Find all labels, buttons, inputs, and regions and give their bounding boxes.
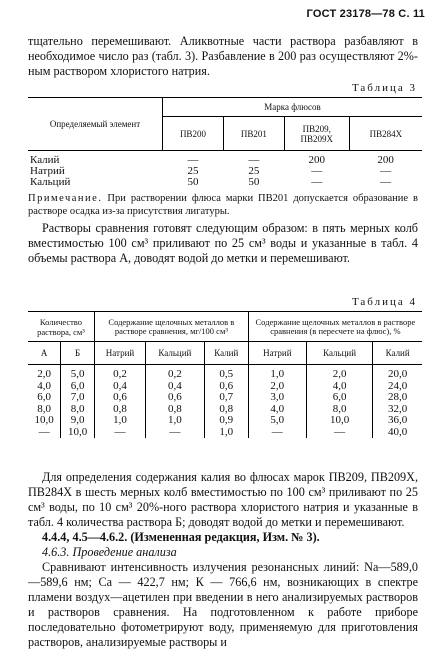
table3-cell: 200 [308, 154, 326, 166]
table4-cell: 0,2 [146, 365, 205, 381]
table4-cell: 0,4 [94, 381, 145, 393]
table4-cell: 24,0 [373, 381, 422, 393]
paragraph-text: Сравнивают интенсивность излучения резонансных линий: Na—589,0—589,6 нм; Са — 422,7 нм; К — 766,6 нм, возникающих в спектре пламени воздух—ацетилен при введении в него анализируемых растворов и растворов сравнения. На подготовленном к работе приборе последовательно фотометрируют воду, применяемую для приготовления растворов, анализируемые растворы и [28, 560, 418, 649]
table4-group1-header: Содержание щелочных металлов в растворе сравнения, мг/100 см³ [94, 312, 248, 342]
table4-cell: 32,0 [373, 404, 422, 416]
table4-cell: 0,8 [204, 404, 248, 416]
table3-cell: — [380, 176, 392, 188]
table-3 [28, 97, 422, 188]
table3-row-name: Калий [30, 154, 60, 166]
table3-cell: 50 [187, 176, 199, 188]
table4-cell: 9,0 [61, 415, 95, 427]
table3-cell: 25 [187, 165, 199, 177]
paragraph-text: Растворы сравнения готовят следующим образом: в пять мерных колб вместимостью 100 см³ приливают по 25 см³ воды и указанные в табл. 4 объемы раствора А, доводят водой до метки и перемешивают. [28, 221, 418, 265]
table4-cell: 4,0 [37, 379, 52, 392]
paragraph-analysis [28, 560, 418, 650]
table4-cell: 10,0 [61, 427, 95, 439]
table4-group2-header: Содержание щелочных металлов в растворе сравнения (в пересчете на флюс), % [248, 312, 422, 342]
table4-cell: 0,7 [204, 392, 248, 404]
paragraph-text: тщательно перемешивают. Аликвотные части раствора разбавляют в необходимое число раз (табл. 3). Разбавление в 200 раз осуществляют 2%-ным раствором хлористого натрия. [28, 34, 418, 78]
table3-row-name: Кальций [30, 176, 71, 188]
table4-cell: 4,0 [248, 404, 306, 416]
table3-cell: — [248, 154, 260, 166]
table4-sub-header: Калий [373, 342, 422, 365]
table4-cell: 28,0 [373, 392, 422, 404]
table4-cell: 0,6 [146, 392, 205, 404]
table4-cell: — [248, 427, 306, 439]
paragraph-amendment [28, 530, 418, 545]
table3-cell: — [187, 154, 199, 166]
table4-body [28, 365, 422, 439]
amendment-text: 4.4.4, 4.5—4.6.2. (Измененная редакция, Изм. № 3). [42, 530, 320, 544]
table4-cell: 0,6 [204, 381, 248, 393]
section-title: 4.6.3. Проведение анализа [42, 545, 177, 559]
paragraph-reference-solutions [28, 221, 418, 266]
table3-cell: 50 [248, 176, 260, 188]
table4-cell: 6,0 [37, 391, 52, 403]
table3-col-header: ПВ284Х [349, 117, 422, 151]
table4-cell: 0,6 [94, 392, 145, 404]
table4-qty-header: Количество раствора, см³ [28, 312, 94, 342]
table-4 [28, 311, 422, 438]
table4-cell: 10,0 [34, 414, 54, 426]
table3-col-header: ПВ201 [223, 117, 284, 151]
table4-cell: 5,0 [61, 365, 95, 381]
table4-row [28, 415, 422, 427]
table4-row [28, 427, 422, 439]
table4-cell: 1,0 [248, 365, 306, 381]
table3-element-header: Определяемый элемент [28, 98, 163, 151]
table3-group-header: Марка флюсов [163, 98, 423, 117]
table4-cell: — [94, 427, 145, 439]
table3-cell: — [311, 165, 323, 177]
table4-sub-header: А [28, 342, 61, 365]
table4-cell: 3,0 [248, 392, 306, 404]
table4-cell: 8,0 [306, 404, 373, 416]
table4-cell: — [146, 427, 205, 439]
table4-sub-header: Кальций [306, 342, 373, 365]
paragraph-potassium [28, 470, 418, 530]
table4-cell: 2,0 [37, 368, 52, 380]
table4-cell: — [306, 427, 373, 439]
section-heading [28, 545, 418, 560]
table3-col-header: ПВ200 [163, 117, 224, 151]
table4-cell: 6,0 [61, 381, 95, 393]
table4-cell: 1,0 [204, 427, 248, 439]
table4-cell: 40,0 [373, 427, 422, 439]
table4-cell: 0,2 [94, 365, 145, 381]
table4-sub-header: Б [61, 342, 95, 365]
paragraph-intro [28, 34, 418, 79]
table4-cell: 0,4 [146, 381, 205, 393]
note-text: При растворении флюса марки ПВ201 допускается образование в растворе осадка из-за присутствия лигатуры. [28, 193, 418, 217]
table3-cell: 25 [248, 165, 260, 177]
table4-cell: 0,8 [94, 404, 145, 416]
table4-sub-header: Натрий [94, 342, 145, 365]
note-label: Примечание. [28, 193, 103, 204]
table3-row-name: Натрий [30, 165, 65, 177]
table4-sub-header: Натрий [248, 342, 306, 365]
table4-cell: — [38, 425, 50, 438]
table4-cell: 8,0 [37, 402, 52, 415]
table4-cell: 36,0 [373, 415, 422, 427]
table4-cell: 1,0 [94, 415, 145, 427]
table4-cell: 5,0 [248, 415, 306, 427]
table4-cell: 1,0 [146, 415, 205, 427]
table3-cell: — [380, 165, 392, 177]
table4-cell: 7,0 [61, 392, 95, 404]
table4-sub-header: Калий [204, 342, 248, 365]
table3-note [28, 192, 418, 218]
table4-cell: 20,0 [373, 365, 422, 381]
page-header: ГОСТ 23178—78 С. 11 [306, 8, 425, 20]
table4-cell: 6,0 [306, 392, 373, 404]
table4-cell: 4,0 [306, 381, 373, 393]
table4-cell: 0,9 [204, 415, 248, 427]
table4-sub-header: Кальций [146, 342, 205, 365]
table4-caption: Таблица 4 [351, 296, 417, 308]
table4-cell: 0,8 [146, 404, 205, 416]
table4-cell: 8,0 [61, 404, 95, 416]
table4-cell: 2,0 [306, 365, 373, 381]
table3-caption: Таблица 3 [351, 82, 417, 94]
table4-cell: 0,5 [204, 365, 248, 381]
table3-cell: 200 [377, 154, 394, 166]
table4-cell: 10,0 [306, 415, 373, 427]
table4-row [28, 365, 422, 381]
table4-row [28, 392, 422, 404]
paragraph-text: Для определения содержания калия во флюсах марок ПВ209, ПВ209Х, ПВ284Х в шесть мерных колб вместимостью по 100 см³ приливают по 25 см³ воды, по 10 см³ 20%-ного раствора хлористого натрия и указанные в табл. 4 количества раствора Б; доводят водой до метки и перемешивают. [28, 470, 418, 529]
table4-cell: 2,0 [248, 381, 306, 393]
table3-col-header: ПВ209, ПВ209Х [284, 117, 349, 151]
table3-cell: — [311, 176, 323, 188]
